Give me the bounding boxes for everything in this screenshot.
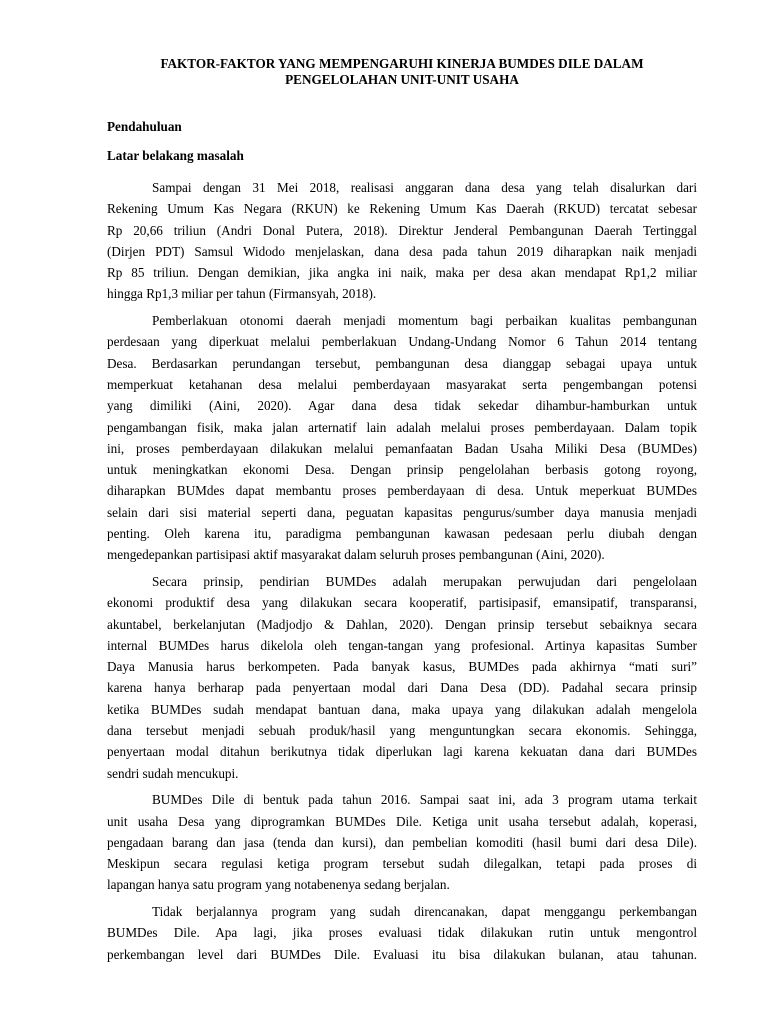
paragraph-line: ketika BUMDes sudah mendapat bantuan dana, maka upaya yang dilakukan adalah mengelola — [107, 701, 697, 717]
paragraph-line: internal BUMDes harus dikelola oleh tengan-tangan yang profesional. Artinya kapasitas Sumber — [107, 637, 697, 653]
document-title — [107, 56, 697, 88]
subsection-heading: Latar belakang masalah — [107, 148, 244, 163]
paragraph-line: diharapkan BUMdes dapat membantu proses pemberdayaan di desa. Untuk meperkuat BUMDes — [107, 483, 697, 499]
paragraph-line: untuk meningkatkan ekonomi Desa. Dengan prinsip pengelolahan berbasis gotong royong, — [107, 462, 697, 478]
paragraph-line: sendri sudah mencukupi. — [107, 765, 239, 781]
paragraph-line: Meskipun secara regulasi ketiga program tersebut sudah dilegalkan, tetapi pada proses di — [107, 856, 697, 872]
paragraph-line: yang dimiliki (Aini, 2020). Agar dana desa tidak sekedar dihambur-hamburkan untuk — [107, 398, 697, 414]
paragraph-line: Daya Manusia harus berkompeten. Pada banyak kasus, BUMDes pada akhirnya “mati suri” — [107, 659, 697, 675]
paragraph-line: penyertaan modal ditahun berikutnya tidak diperlukan lagi karena kekuatan dana dari BUMDes — [107, 744, 697, 760]
paragraph-line: lapangan hanya satu program yang notabenenya sedang berjalan. — [107, 877, 450, 893]
body-text — [107, 177, 697, 970]
paragraph — [107, 310, 697, 566]
paragraph-line: Desa. Berdasarkan perundangan tersebut, pembangunan desa dianggap sebagai upaya untuk — [107, 355, 697, 371]
paragraph-line: Sampai dengan 31 Mei 2018, realisasi anggaran dana desa yang telah disalurkan dari — [152, 180, 697, 195]
paragraph-line: ekonomi produktif desa yang dilakukan secara kooperatif, partisipasif, emansipatif, transparansi, — [107, 595, 697, 611]
paragraph-line: akuntabel, berkelanjutan (Madjodjo & Dahlan, 2020). Dengan prinsip tersebut sebaiknya secara — [107, 616, 697, 632]
paragraph-line: Pemberlakuan otonomi daerah menjadi momentum bagi perbaikan kualitas pembangunan — [152, 313, 697, 329]
paragraph-line: memperkuat ketahanan desa melalui pemberdayaan masyarakat serta pengembangan potensi — [107, 376, 697, 392]
paragraph-line: karena hanya berharap pada penyertaan modal dari Dana Desa (DD). Padahal secara prinsip — [107, 680, 697, 696]
paragraph-line: dana tersebut menjadi sebuah produk/hasil yang menguntungkan secara ekonomis. Sehingga, — [107, 723, 697, 739]
paragraph-line: perdesaan yang diperkuat melalui pemberlakuan Undang-Undang Nomor 6 Tahun 2014 tentang — [107, 334, 697, 350]
paragraph — [107, 901, 697, 965]
paragraph-line: unit usaha Desa yang diprogramkan BUMDes Dile. Ketiga unit usaha tersebut adalah, koperasi, — [107, 813, 697, 829]
paragraph-line: BUMDes Dile. Apa lagi, jika proses evaluasi tidak dilakukan rutin untuk mengontrol — [107, 925, 697, 941]
paragraph-line: Secara prinsip, pendirian BUMDes adalah merupakan perwujudan dari pengelolaan — [152, 573, 697, 589]
paragraph — [107, 177, 697, 305]
paragraph-line: Rekening Umum Kas Negara (RKUN) ke Rekening Umum Kas Daerah (RKUD) tercatat sebesar — [107, 201, 697, 217]
paragraph-line: penting. Oleh karena itu, paradigma pembangunan kawasan pedesaan perlu diubah dengan — [107, 526, 697, 542]
paragraph-line: hingga Rp1,3 miliar per tahun (Firmansyah, 2018). — [107, 286, 377, 302]
paragraph-line: ini, proses pemberdayaan dilakukan melalui pemanfaatan Badan Usaha Miliki Desa (BUMDes) — [107, 440, 697, 456]
paragraph-line: Tidak berjalannya program yang sudah direncanakan, dapat menggangu perkembangan — [152, 903, 697, 919]
paragraph-line: pengadaan barang dan jasa (tenda dan kursi), dan pembelian komoditi (hasil bumi dari desa Dile). — [107, 834, 697, 850]
paragraph-line: BUMDes Dile di bentuk pada tahun 2016. Sampai saat ini, ada 3 program utama terkait — [152, 792, 697, 808]
document-title-line: PENGELOLAHAN UNIT-UNIT USAHA — [285, 72, 519, 87]
paragraph-line: mengedepankan partisipasi aktif masyarakat dalam seluruh proses pembangunan (Aini, 2020). — [107, 547, 605, 563]
paragraph — [107, 789, 697, 895]
paragraph-line: Rp 85 triliun. Dengan demikian, jika angka ini naik, maka per desa akan mendapat Rp1,2 miliar — [107, 265, 697, 281]
paragraph-line: perkembangan level dari BUMDes Dile. Evaluasi itu bisa dilakukan bulanan, atau tahunan. — [107, 946, 697, 962]
paragraph-line: selain dari sisi material seperti dana, peguatan kapasitas pengurus/sumber daya manusia menjadi — [107, 504, 697, 520]
paragraph-line: pengambangan fisik, maka jalan arternatif lain adalah melalui proses pemberdayaan. Dalam topik — [107, 419, 697, 435]
document-title-line: FAKTOR-FAKTOR YANG MEMPENGARUHI KINERJA BUMDES DILE DALAM — [160, 56, 644, 71]
paragraph-line: (Dirjen PDT) Samsul Widodo menjelaskan, dana desa pada tahun 2019 diharapkan naik menjadi — [107, 243, 697, 259]
paragraph — [107, 571, 697, 784]
section-heading: Pendahuluan — [107, 119, 182, 134]
paragraph-line: Rp 20,66 triliun (Andri Donal Putera, 2018). Direktur Jenderal Pembangunan Daerah Tertinggal — [107, 222, 697, 238]
